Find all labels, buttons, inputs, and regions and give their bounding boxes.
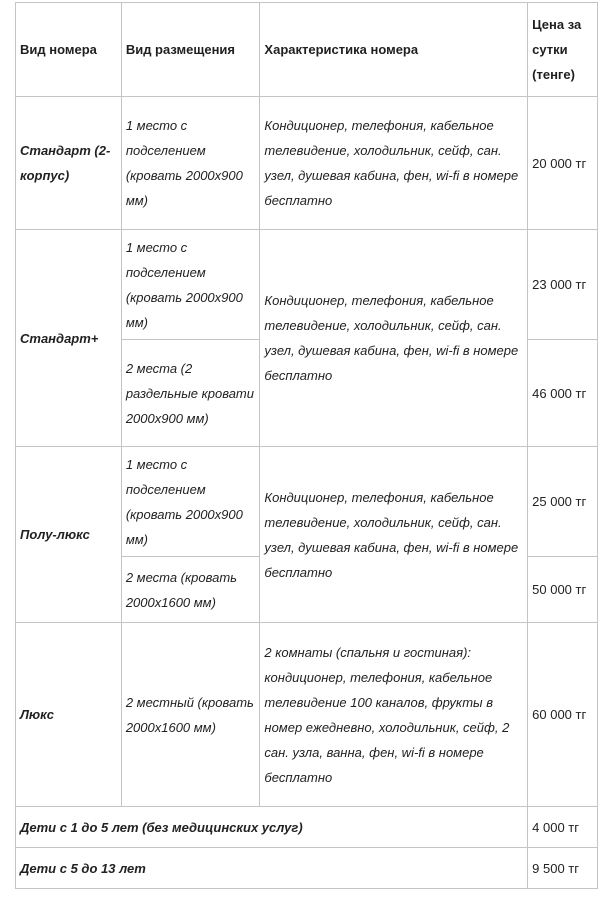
features: Кондиционер, телефония, кабельное телевидение, холодильник, сейф, сан. узел, душевая кабина, фен, wi-fi в номере бесплатно [260,447,528,623]
accommodation: 2 места (2 раздельные кровати 2000х900 мм) [121,340,260,447]
price: 46 000 тг [528,340,598,447]
table-row [16,623,598,807]
accommodation: 1 место с подселением (кровать 2000х900 мм) [121,447,260,557]
children-row [16,807,598,848]
header-row [16,3,598,97]
room-type: Люкс [16,623,122,807]
price: 25 000 тг [528,447,598,557]
table-row [16,97,598,230]
price: 60 000 тг [528,623,598,807]
children-label: Дети с 5 до 13 лет [16,848,528,889]
header-room-type: Вид номера [16,3,122,97]
children-price: 9 500 тг [528,848,598,889]
features: Кондиционер, телефония, кабельное телевидение, холодильник, сейф, сан. узел, душевая кабина, фен, wi-fi в номере бесплатно [260,230,528,447]
accommodation: 1 место с подселением (кровать 2000х900 мм) [121,97,260,230]
price: 20 000 тг [528,97,598,230]
room-type: Стандарт+ [16,230,122,447]
accommodation: 1 место с подселением (кровать 2000х900 мм) [121,230,260,340]
table-row [16,230,598,340]
room-type: Полу-люкс [16,447,122,623]
header-price: Цена за сутки (тенге) [528,3,598,97]
table-row [16,447,598,557]
features: 2 комнаты (спальня и гостиная): кондиционер, телефония, кабельное телевидение 100 каналов, фрукты в номер ежедневно, холодильник, сейф, 2 сан. узла, ванна, фен, wi-fi в номере бесплатно [260,623,528,807]
accommodation: 2 места (кровать 2000х1600 мм) [121,557,260,623]
price: 23 000 тг [528,230,598,340]
accommodation: 2 местный (кровать 2000х1600 мм) [121,623,260,807]
children-price: 4 000 тг [528,807,598,848]
header-accommodation: Вид размещения [121,3,260,97]
header-features: Характеристика номера [260,3,528,97]
features: Кондиционер, телефония, кабельное телевидение, холодильник, сейф, сан. узел, душевая кабина, фен, wi-fi в номере бесплатно [260,97,528,230]
children-label: Дети с 1 до 5 лет (без медицинских услуг) [16,807,528,848]
room-type: Стандарт (2-корпус) [16,97,122,230]
children-row [16,848,598,889]
price-table [15,2,598,889]
price: 50 000 тг [528,557,598,623]
